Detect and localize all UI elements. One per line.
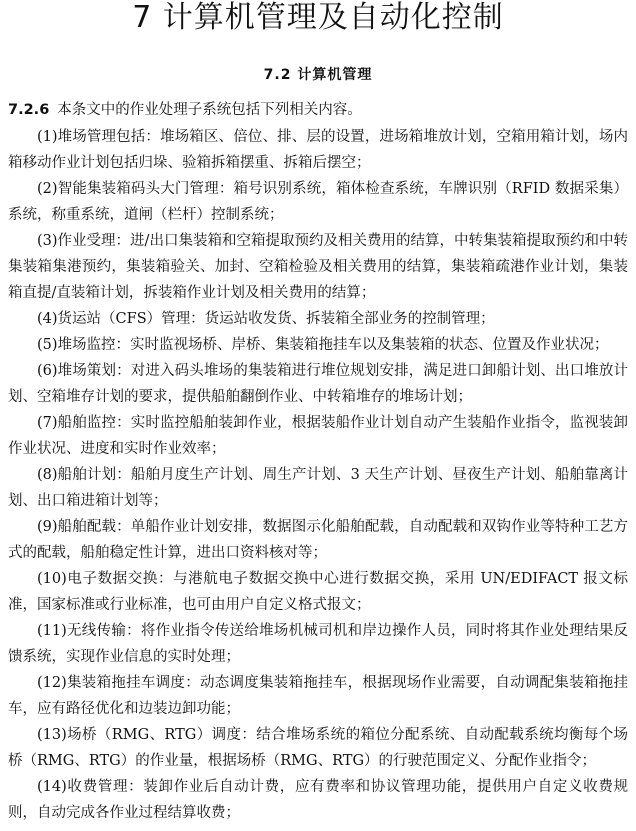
clause-item: (3)作业受理：进/出口集装箱和空箱提取预约及相关费用的结算，中转集装箱提取预约和中转集装箱集港预约，集装箱验关、加封、空箱检验及相关费用的结算，集装箱疏港作业计划，集装箱直提/直装箱计划，拆装箱作业计划及相关费用的结算； (8, 233, 628, 301)
clause-number: 7.2.6 (8, 102, 50, 118)
clause-item: (1)堆场管理包括：堆场箱区、倍位、排、层的设置，进场箱堆放计划，空箱用箱计划，场内箱移动作业计划包括归垛、验箱拆箱摆重、拆箱后摆空； (8, 129, 628, 171)
clause-item: (9)船舶配载：单船作业计划安排，数据图示化船舶配载，自动配载和双钩作业等特种工艺方式的配载，船舶稳定性计算，进出口资料核对等； (8, 519, 628, 561)
clause-item: (8)船舶计划：船舶月度生产计划、周生产计划、3 天生产计划、昼夜生产计划、船舶靠离计划、出口箱进箱计划等； (8, 467, 628, 509)
clause-item: (12)集装箱拖挂车调度：动态调度集装箱拖挂车，根据现场作业需要，自动调配集装箱拖挂车，应有路径优化和边装边卸功能； (8, 675, 628, 717)
clause-intro (8, 98, 628, 122)
chapter-title: 7 计算机管理及自动化控制 (132, 0, 504, 35)
clause-item: (11)无线传输：将作业指令传送给堆场机械司机和岸边操作人员，同时将其作业处理结果反馈系统，实现作业信息的实时处理； (8, 623, 628, 665)
section-title: 7.2 计算机管理 (263, 67, 373, 83)
clause-item: (7)船舶监控：实时监控船舶装卸作业，根据装船作业计划自动产生装船作业指令，监视装卸作业状况、进度和实时作业效率； (8, 415, 628, 457)
clause-item: (4)货运站（CFS）管理：货运站收发货、拆装箱全部业务的控制管理； (37, 311, 495, 327)
clause-item: (14)收费管理：装卸作业后自动计费，应有费率和协议管理功能，提供用户自定义收费规则，自动完成各作业过程结算收费； (8, 779, 628, 821)
clause-intro-text: 本条文中的作业处理子系统包括下列相关内容。 (57, 102, 362, 118)
clause-item-list (8, 124, 628, 826)
clause-item: (2)智能集装箱码头大门管理：箱号识别系统，箱体检查系统，车牌识别（RFID 数据采集）系统，称重系统，道闸（栏杆）控制系统； (8, 181, 628, 223)
clause-item: (6)堆场策划：对进入码头堆场的集装箱进行堆位规划安排，满足进口卸船计划、出口堆放计划、空箱堆存计划的要求，提供船舶翻倒作业、中转箱堆存的堆场计划； (8, 363, 628, 405)
clause-item: (13)场桥（RMG、RTG）调度：结合堆场系统的箱位分配系统、自动配载系统均衡每个场桥（RMG、RTG）的作业量，根据场桥（RMG、RTG）的行驶范围定义、分配作业指令； (8, 727, 628, 769)
clause-item: (5)堆场监控：实时监视场桥、岸桥、集装箱拖挂车以及集装箱的状态、位置及作业状况； (37, 337, 609, 353)
clause-item: (10)电子数据交换：与港航电子数据交换中心进行数据交换，采用 UN/EDIFACT 报文标准，国家标准或行业标准，也可由用户自定义格式报文； (8, 571, 628, 613)
